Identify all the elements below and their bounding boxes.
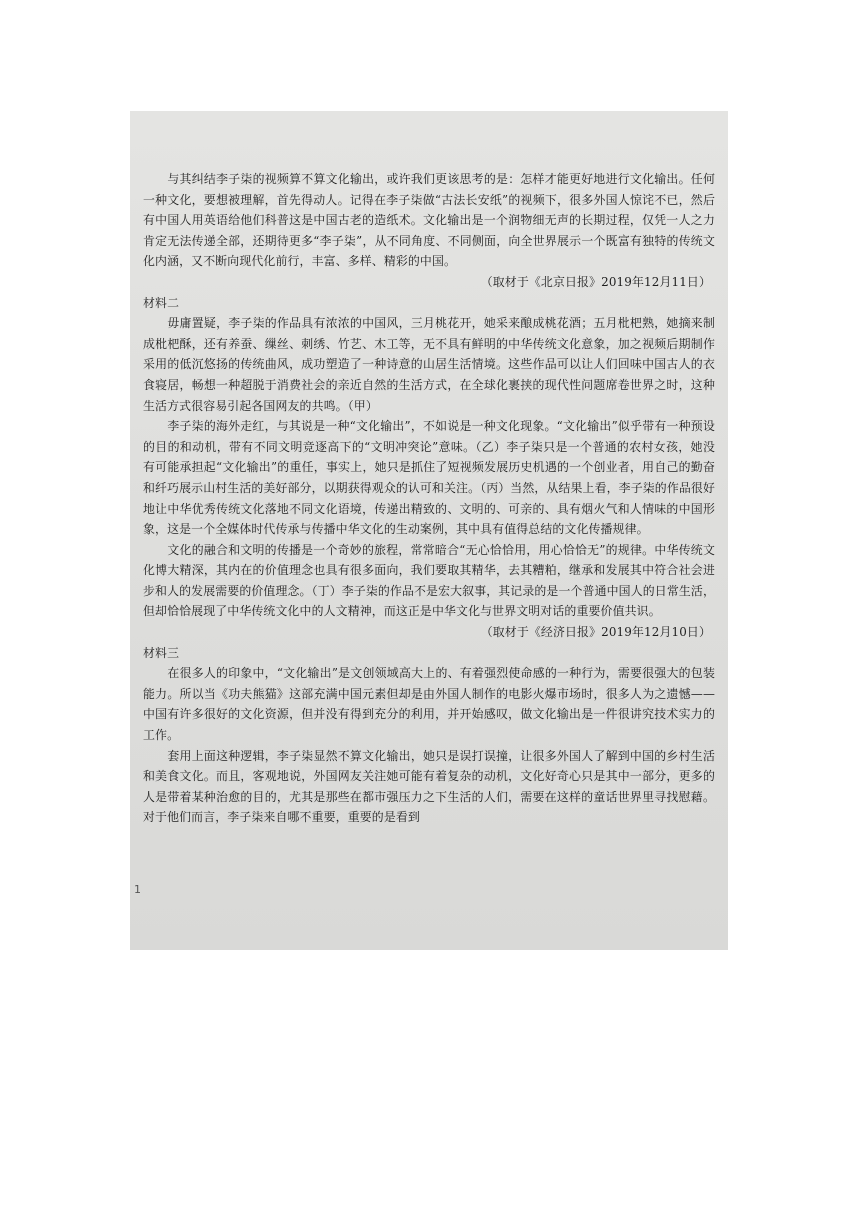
- section2-heading: 材料二: [143, 295, 180, 310]
- article-text: [143, 169, 715, 828]
- page-number: 1: [134, 883, 141, 896]
- section1-source: （取材于《北京日报》2019年12月11日）: [480, 274, 711, 289]
- section3-heading: 材料三: [143, 645, 180, 660]
- section1-paragraph: 与其纠结李子柒的视频算不算文化输出，或许我们更该思考的是：怎样才能更好地进行文化输出。任何一种文化，要想被理解，首先得动人。记得在李子柒做“古法长安纸”的视频下，很多外国人惊诧不已，然后有中国人用英语给他们科普这是中国古老的造纸术。文化输出是一个润物细无声的长期过程，仅凭一人之力肯定无法传递全部，还期待更多“李子柒”，从不同角度、不同侧面，向全世界展示一个既富有独特的传统文化内涵，又不断向现代化前行，丰富、多样、精彩的中国。: [143, 172, 715, 269]
- section2-source: （取材于《经济日报》2019年12月10日）: [480, 625, 711, 640]
- section2-paragraph-2: 李子柒的海外走红，与其说是一种“文化输出”，不如说是一种文化现象。“文化输出”似乎带有一种预设的目的和动机，带有不同文明竞逐高下的“文明冲突论”意味。（乙）李子柒只是一个普通的农村女孩，她没有可能承担起“文化输出”的重任，事实上，她只是抓住了短视频发展历史机遇的一个创业者，用自己的勤奋和纤巧展示山村生活的美好部分，以期获得观众的认可和关注。（丙）当然，从结果上看，李子柒的作品很好地让中华优秀传统文化落地不同文化语境，传递出精致的、文明的、可亲的、具有烟火气和人情味的中国形象，这是一个全媒体时代传承与传播中华文化的生动案例，其中具有值得总结的文化传播规律。: [143, 419, 716, 537]
- section2-paragraph-1: 毋庸置疑，李子柒的作品具有浓浓的中国风，三月桃花开，她采来酿成桃花酒；五月枇杷熟，她摘来制成枇杷酥，还有养蚕、缫丝、刺绣、竹艺、木工等，无不具有鲜明的中华传统文化意象，加之视频后期制作采用的低沉悠扬的传统曲风，成功塑造了一种诗意的山居生活情境。这些作品可以让人们回味中国古人的衣食寝居，畅想一种超脱于消费社会的亲近自然的生活方式，在全球化裹挟的现代性问题席卷世界之时，这种生活方式很容易引起各国网友的共鸣。（甲）: [143, 316, 715, 413]
- scanned-page-photo: [130, 111, 728, 950]
- section2-paragraph-3: 文化的融合和文明的传播是一个奇妙的旅程，常常暗合“无心恰恰用，用心恰恰无”的规律。中华传统文化博大精深，其内在的价值理念也具有很多面向，我们要取其精华，去其糟粕，继承和发展其中符合社会进步和人的发展需要的价值理念。（丁）李子柒的作品不是宏大叙事，其记录的是一个普通中国人的日常生活，但却恰恰展现了中华传统文化中的人文精神，而这正是中华文化与世界文明对话的重要价值共识。: [143, 542, 716, 619]
- section3-paragraph-2: 套用上面这种逻辑，李子柒显然不算文化输出，她只是误打误撞，让很多外国人了解到中国的乡村生活和美食文化。而且，客观地说，外国网友关注她可能有着复杂的动机，文化好奇心只是其中一部分，更多的人是带着某种治愈的目的，尤其是那些在都市强压力之下生活的人们，需要在这样的童话世界里寻找慰藉。对于他们而言，李子柒来自哪不重要，重要的是看到: [143, 748, 715, 825]
- section3-paragraph-1: 在很多人的印象中，“文化输出”是文创领域高大上的、有着强烈使命感的一种行为，需要很强大的包装能力。所以当《功夫熊猫》这部充满中国元素但却是由外国人制作的电影火爆市场时，很多人为之遗憾——中国有许多很好的文化资源，但并没有得到充分的利用，并开始感叹，做文化输出是一件很讲究技术实力的工作。: [143, 666, 715, 743]
